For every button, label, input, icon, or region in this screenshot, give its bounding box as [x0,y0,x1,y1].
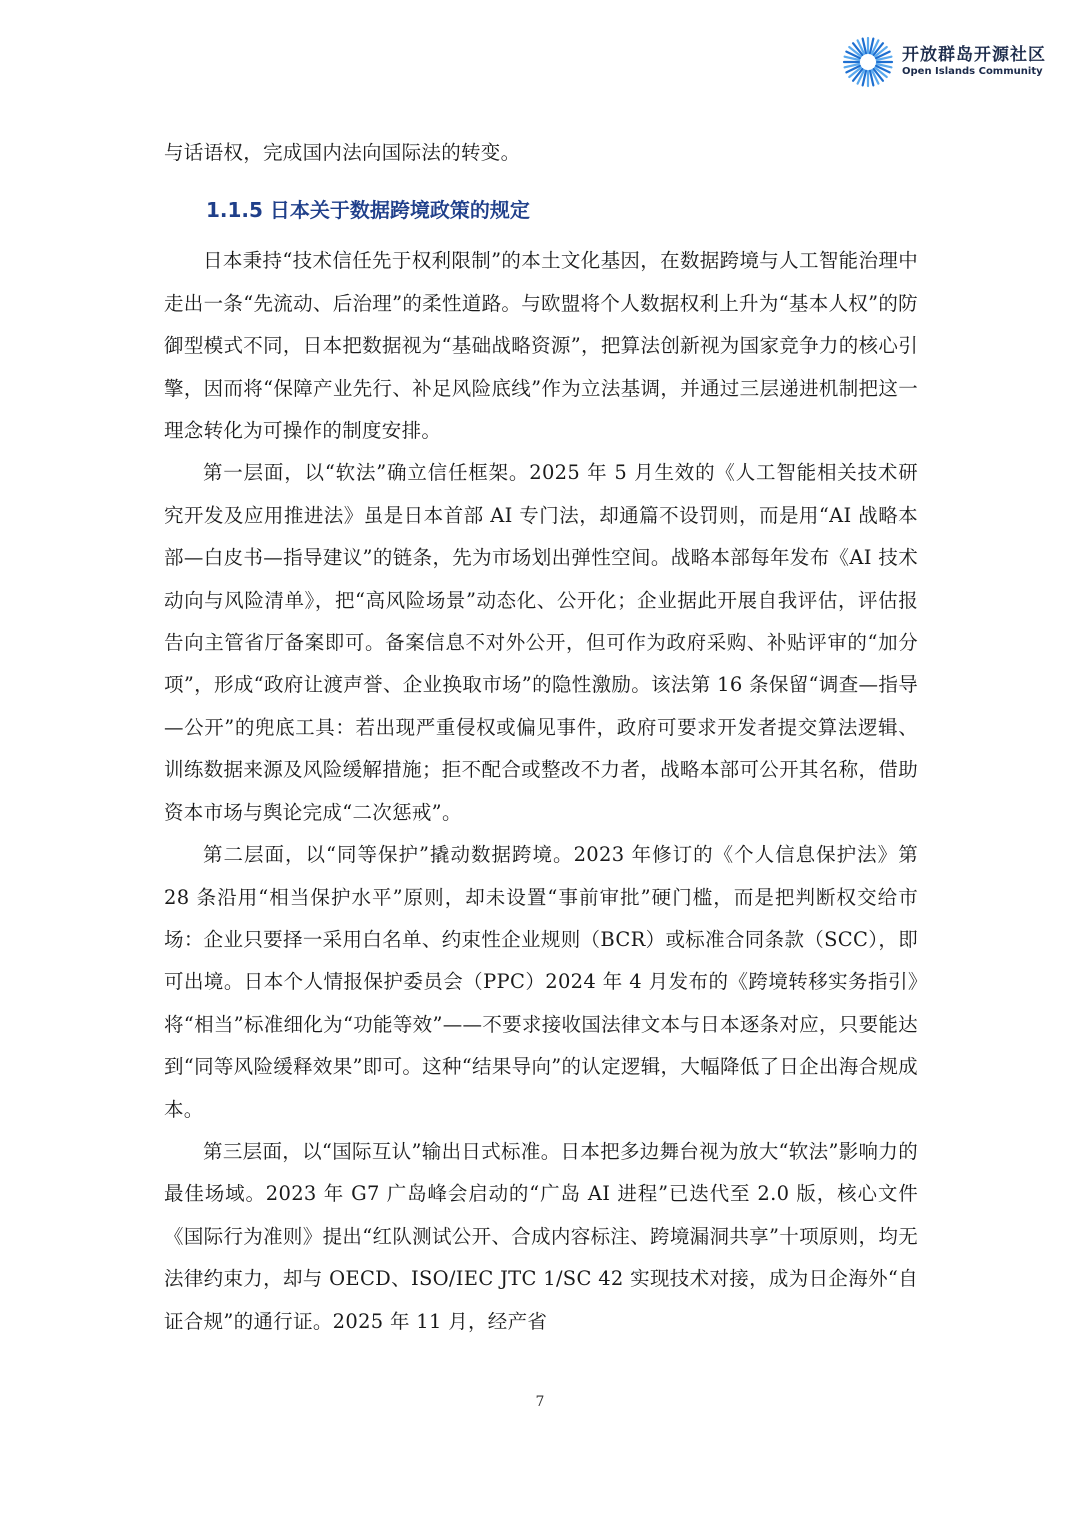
logo-title-en: Open Islands Community [902,66,1043,77]
document-body [164,132,918,1343]
sunburst-logo-icon [842,36,894,88]
paragraph-4: 第三层面，以“国际互认”输出日式标准。日本把多边舞台视为放大“软法”影响力的最佳场域。2023 年 G7 广岛峰会启动的“广岛 AI 进程”已迭代至 2.0 版，核心文件《国际行为准则》提出“红队测试公开、合成内容标注、跨境漏洞共享”十项原则，均无法律约束力，却与 OECD、ISO/IEC JTC 1/SC 42 实现技术对接，成为日企海外“自证合规”的通行证。2025 年 11 月，经产省 [164,1139,918,1333]
logo-text [902,45,1046,79]
paragraph-2: 第一层面，以“软法”确立信任框架。2025 年 5 月生效的《人工智能相关技术研究开发及应用推进法》虽是日本首部 AI 专门法，却通篇不设罚则，而是用“AI 战略本部—白皮书—指导建议”的链条，先为市场划出弹性空间。战略本部每年发布《AI 技术动向与风险清单》，把“高风险场景”动态化、公开化；企业据此开展自我评估，评估报告向主管省厅备案即可。备案信息不对外公开，但可作为政府采购、补贴评审的“加分项”，形成“政府让渡声誉、企业换取市场”的隐性激励。该法第 16 条保留“调查—指导—公开”的兜底工具：若出现严重侵权或偏见事件，政府可要求开发者提交算法逻辑、训练数据来源及风险缓解措施；拒不配合或整改不力者，战略本部可公开其名称，借助资本市场与舆论完成“二次惩戒”。 [164,461,918,824]
section-heading: 1.1.5 日本关于数据跨境政策的规定 [206,198,530,223]
page-number: 7 [535,1394,545,1410]
paragraph-3: 第二层面，以“同等保护”撬动数据跨境。2023 年修订的《个人信息保护法》第 28 条沿用“相当保护水平”原则，却未设置“事前审批”硬门槛，而是把判断权交给市场：企业只要择一采用白名单、约束性企业规则（BCR）或标准合同条款（SCC），即可出境。日本个人情报保护委员会（PPC）2024 年 4 月发布的《跨境转移实务指引》将“相当”标准细化为“功能等效”——不要求接收国法律文本与日本逐条对应，只要能达到“同等风险缓释效果”即可。这种“结果导向”的认定逻辑，大幅降低了日企出海合规成本。 [164,843,918,1121]
logo-title-cn: 开放群岛开源社区 [902,45,1046,65]
paragraph-1: 日本秉持“技术信任先于权利限制”的本土文化基因，在数据跨境与人工智能治理中走出一条“先流动、后治理”的柔性道路。与欧盟将个人数据权利上升为“基本人权”的防御型模式不同，日本把数据视为“基础战略资源”，把算法创新视为国家竞争力的核心引擎，因而将“保障产业先行、补足风险底线”作为立法基调，并通过三层递进机制把这一理念转化为可操作的制度安排。 [164,249,918,443]
intro-line: 与话语权，完成国内法向国际法的转变。 [164,141,521,164]
header-logo [842,36,1046,88]
